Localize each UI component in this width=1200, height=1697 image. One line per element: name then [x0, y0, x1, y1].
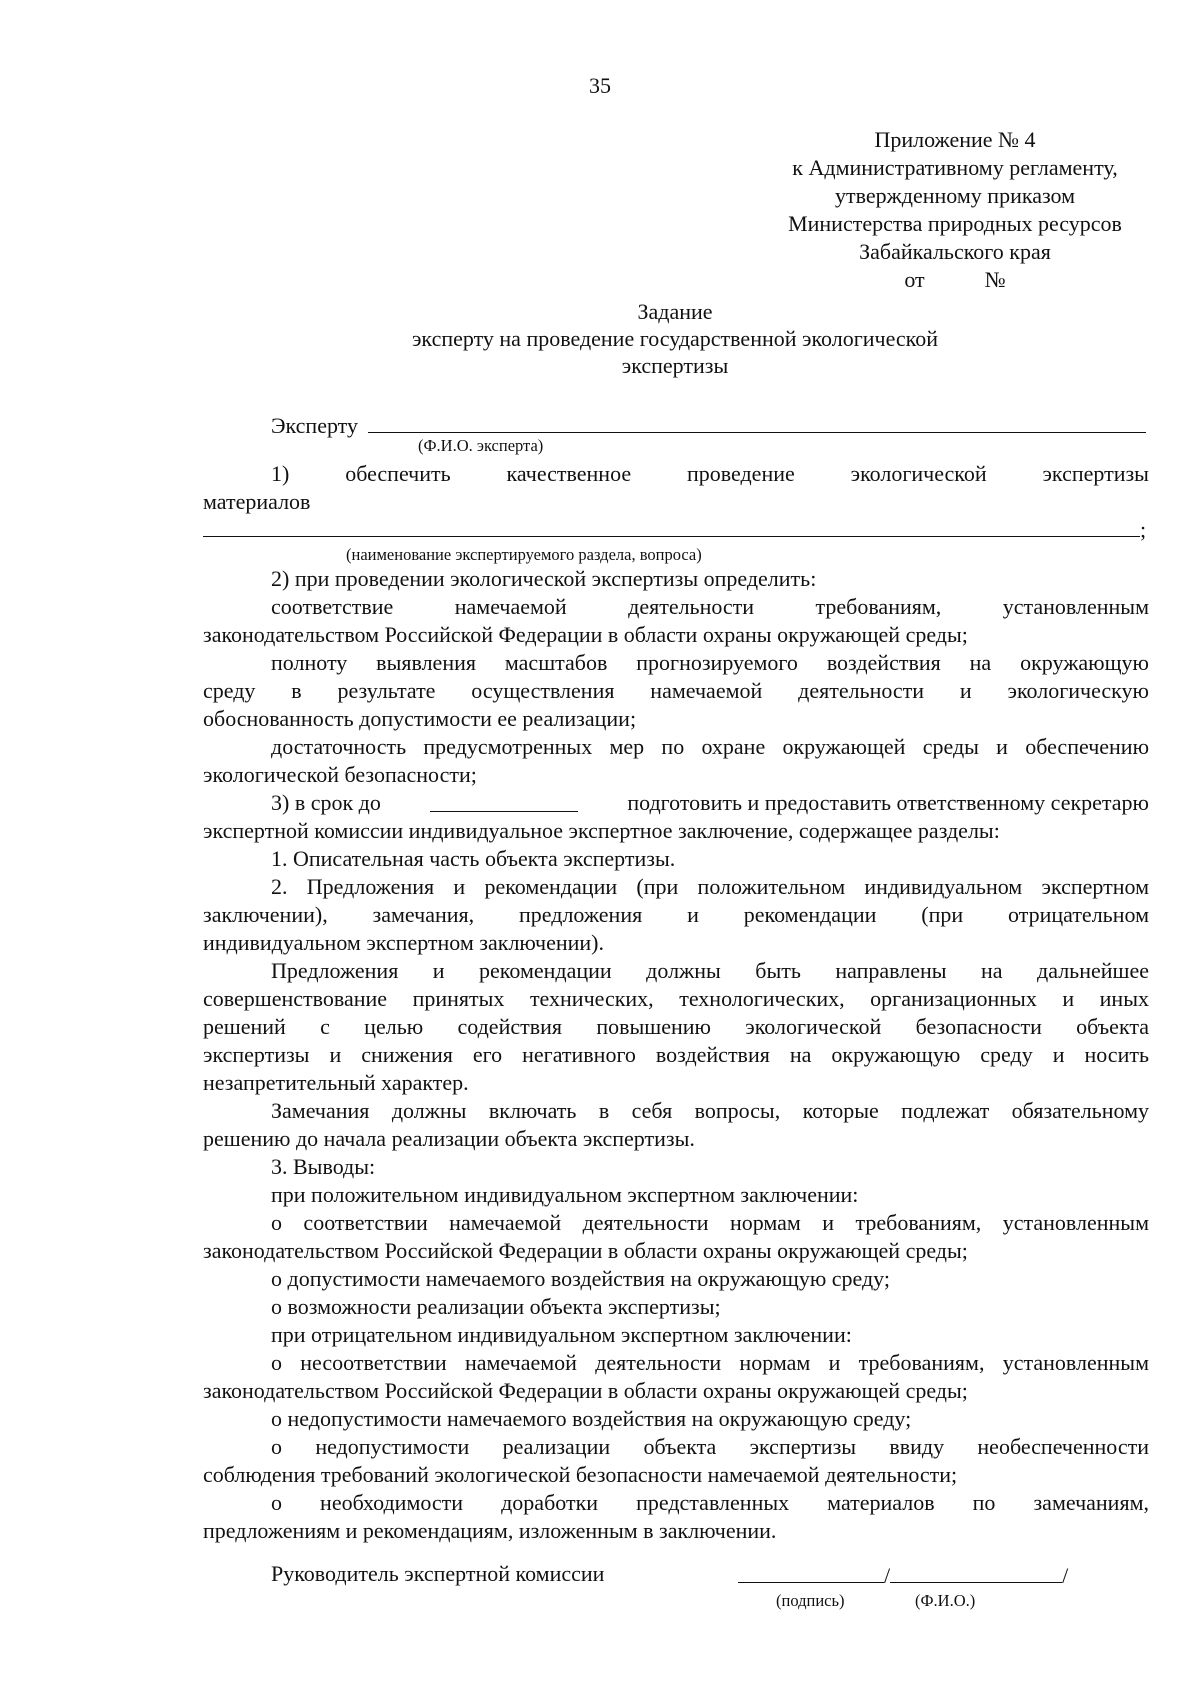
- remarks-line-1: Замечания должны включать в себя вопросы, которые подлежат обязательному: [271, 1098, 1149, 1123]
- fio-field[interactable]: [890, 1560, 1062, 1583]
- fio-caption: (Ф.И.О.): [915, 1591, 976, 1610]
- signature-field[interactable]: [738, 1560, 884, 1583]
- appendix-header: [740, 126, 1170, 294]
- section-caption: (наименование экспертируемого раздела, вопроса): [346, 545, 702, 564]
- paragraph-2c-line-1: достаточность предусмотренных мер по охране окружающей среды и обеспечению: [271, 734, 1149, 759]
- positive-a-line-1: о соответствии намечаемой деятельности нормам и требованиям, установленным: [271, 1210, 1149, 1235]
- paragraph-2b-line-3: обоснованность допустимости ее реализации;: [203, 706, 637, 731]
- positive-heading: при положительном индивидуальном экспертном заключении:: [271, 1182, 859, 1207]
- appendix-line-4: Министерства природных ресурсов: [788, 211, 1122, 236]
- item-1-word-5: экспертизы: [1042, 461, 1149, 486]
- section-name-field[interactable]: [203, 514, 1140, 537]
- deadline-field[interactable]: [430, 789, 578, 812]
- proposals-line-4: экспертизы и снижения его негативного воздействия на окружающую среду и носить: [203, 1042, 1149, 1067]
- item-1-word-1: обеспечить: [345, 461, 451, 486]
- item-1-word-2: качественное: [506, 461, 632, 486]
- number-label: №: [984, 267, 1006, 292]
- paragraph-2: 2) при проведении экологической экспертизы определить:: [271, 566, 817, 591]
- paragraph-2a-line-1: соответствие намечаемой деятельности требованиям, установленным: [271, 594, 1149, 619]
- title-line-1: Задание: [637, 299, 713, 324]
- signature-slash-2: /: [1062, 1563, 1069, 1588]
- paragraph-3-line-1: [203, 789, 1149, 817]
- appendix-line-1: Приложение № 4: [874, 127, 1036, 152]
- negative-heading: при отрицательном индивидуальном экспертном заключении:: [271, 1322, 852, 1347]
- document-body: [203, 565, 1149, 1545]
- section-1: 1. Описательная часть объекта экспертизы.: [271, 846, 676, 871]
- appendix-date-number: [740, 266, 1170, 294]
- item-1-word-4: экологической: [850, 461, 987, 486]
- negative-c-line-1: о недопустимости реализации объекта экспертизы ввиду необеспеченности: [271, 1434, 1149, 1459]
- title-line-2: эксперту на проведение государственной экологической: [411, 326, 938, 351]
- proposals-line-1: Предложения и рекомендации должны быть направлены на дальнейшее: [271, 958, 1149, 983]
- positive-b: о допустимости намечаемого воздействия на окружающую среду;: [271, 1266, 891, 1291]
- remarks-line-2: решению до начала реализации объекта экспертизы.: [203, 1126, 695, 1151]
- expert-line: [271, 410, 1146, 440]
- expert-caption: (Ф.И.О. эксперта): [418, 436, 544, 455]
- proposals-line-5: незапретительный характер.: [203, 1070, 469, 1095]
- section-2-line-1: 2. Предложения и рекомендации (при положительном индивидуальном экспертном: [271, 874, 1149, 899]
- negative-a-line-1: о несоответствии намечаемой деятельности нормам и требованиям, установленным: [271, 1350, 1149, 1375]
- head-label: Руководитель экспертной комиссии: [271, 1561, 605, 1586]
- page-number: 35: [589, 73, 611, 98]
- document-title: [200, 298, 1150, 379]
- paragraph-3-start: 3) в срок до: [271, 790, 381, 815]
- section-line-end: ;: [1140, 517, 1147, 542]
- expert-label: Эксперту: [271, 413, 359, 438]
- item-1-word-3: проведение: [686, 461, 795, 486]
- section-2-line-3: индивидуальном экспертном заключении).: [203, 930, 605, 955]
- item-1-line: [203, 460, 1149, 488]
- negative-d-line-1: о необходимости доработки представленных материалов по замечаниям,: [271, 1490, 1149, 1515]
- paragraph-3-line-2: экспертной комиссии индивидуальное экспертное заключение, содержащее разделы:: [203, 818, 1000, 843]
- positive-a-line-2: законодательством Российской Федерации в области охраны окружающей среды;: [203, 1238, 968, 1263]
- expert-name-field[interactable]: [368, 410, 1146, 433]
- signature-slash-1: /: [884, 1563, 891, 1588]
- signature-line: [738, 1560, 1068, 1590]
- date-label: от: [904, 267, 925, 292]
- positive-c: о возможности реализации объекта экспертизы;: [271, 1294, 721, 1319]
- negative-b: о недопустимости намечаемого воздействия на окружающую среду;: [271, 1406, 912, 1431]
- paragraph-3-end: подготовить и предоставить ответственному секретарю: [627, 790, 1149, 815]
- section-2-line-2: заключении), замечания, предложения и рекомендации (при отрицательном: [203, 902, 1149, 927]
- negative-a-line-2: законодательством Российской Федерации в области охраны окружающей среды;: [203, 1378, 968, 1403]
- paragraph-2c-line-2: экологической безопасности;: [203, 762, 477, 787]
- title-line-3: экспертизы: [621, 353, 729, 378]
- appendix-line-5: Забайкальского края: [859, 239, 1051, 264]
- negative-c-line-2: соблюдения требований экологической безопасности намечаемой деятельности;: [203, 1462, 958, 1487]
- signature-caption: (подпись): [776, 1591, 845, 1610]
- paragraph-2a-line-2: законодательством Российской Федерации в области охраны окружающей среды;: [203, 622, 968, 647]
- item-1-num: 1): [271, 461, 290, 486]
- section-line: [203, 514, 1146, 544]
- proposals-line-2: совершенствование принятых технических, технологических, организационных и иных: [203, 986, 1149, 1011]
- proposals-line-3: решений с целью содействия повышению экологической безопасности объекта: [203, 1014, 1149, 1039]
- item-1-materials: материалов: [203, 489, 311, 514]
- paragraph-2b-line-1: полноту выявления масштабов прогнозируемого воздействия на окружающую: [271, 650, 1149, 675]
- paragraph-2b-line-2: среду в результате осуществления намечаемой деятельности и экологическую: [203, 678, 1149, 703]
- negative-d-line-2: предложениям и рекомендациям, изложенным в заключении.: [203, 1518, 777, 1543]
- appendix-line-3: утвержденному приказом: [834, 183, 1076, 208]
- appendix-line-2: к Административному регламенту,: [792, 155, 1118, 180]
- section-3: 3. Выводы:: [271, 1154, 376, 1179]
